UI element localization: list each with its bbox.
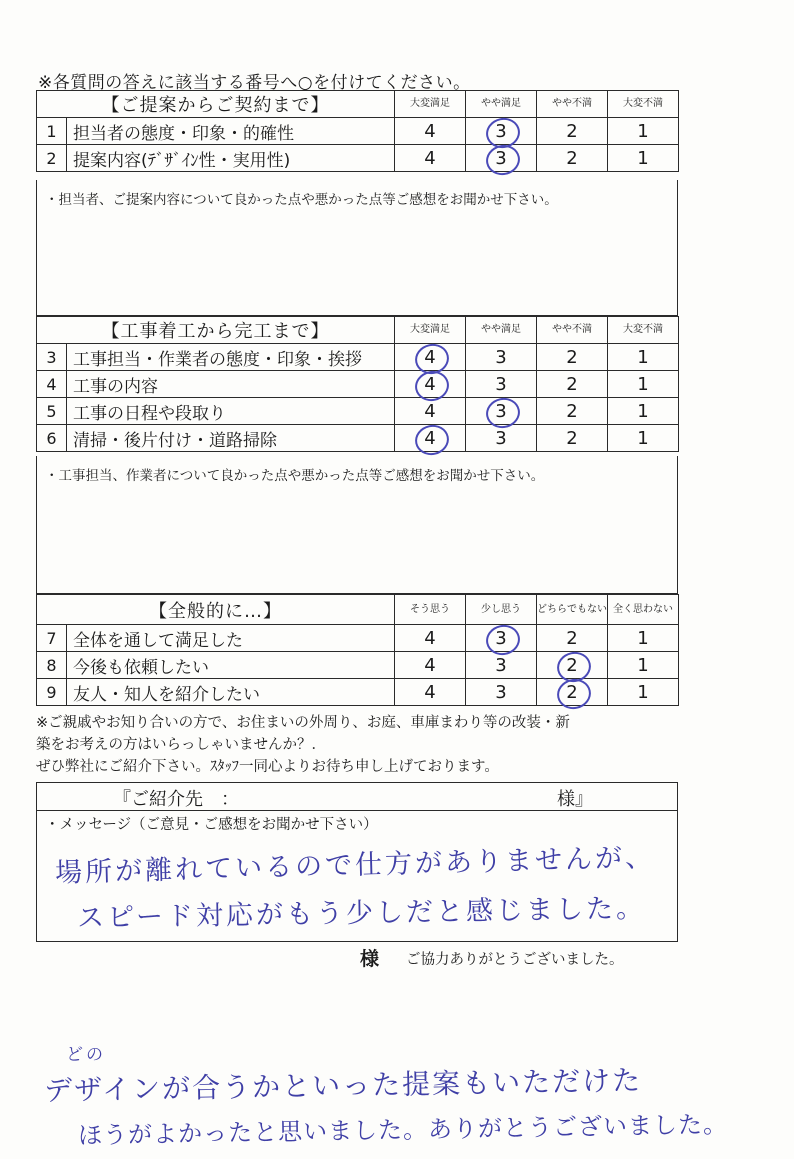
score-option[interactable]: 1 [608, 398, 679, 425]
question-label: 担当者の態度・印象・的確性 [67, 118, 395, 145]
introduction-suffix: 様』 [557, 789, 593, 810]
score-option[interactable]: 3 [466, 652, 537, 679]
question-number: 7 [37, 625, 67, 652]
comment-box-construction[interactable] [36, 456, 678, 594]
score-option[interactable]: 2 [537, 118, 608, 145]
question-row [37, 425, 679, 452]
question-row [37, 145, 679, 172]
instruction-text: ※各質問の答えに該当する番号へ○を付けてください。 [38, 73, 471, 93]
score-option[interactable]: 4 [395, 118, 466, 145]
question-row [37, 652, 679, 679]
score-option-selected[interactable]: 4 [395, 371, 466, 398]
referral-line: 築をお考えの方はいらっしゃいませんか？． [36, 737, 326, 753]
question-label: 提案内容(ﾃﾞｻﾞｲﾝ性・実用性) [67, 145, 395, 172]
column-header: 少し思う [466, 595, 537, 625]
score-option[interactable]: 2 [537, 425, 608, 452]
score-option[interactable]: 4 [395, 652, 466, 679]
score-option-selected[interactable]: 4 [395, 344, 466, 371]
section-title: 【全般的に…】 [37, 595, 395, 625]
question-label: 全体を通して満足した [67, 625, 395, 652]
handwritten-message-line: 場所が離れているので仕方がありませんが、 [54, 842, 656, 889]
question-label: 友人・知人を紹介したい [67, 679, 395, 706]
column-header: やや満足 [466, 317, 537, 344]
score-option[interactable]: 1 [608, 652, 679, 679]
score-option[interactable]: 1 [608, 679, 679, 706]
score-option-selected[interactable]: 4 [395, 425, 466, 452]
section-overall-table [36, 594, 679, 706]
score-option[interactable]: 3 [466, 425, 537, 452]
question-number: 8 [37, 652, 67, 679]
score-option[interactable]: 1 [608, 118, 679, 145]
score-option[interactable]: 1 [608, 371, 679, 398]
comment-prompt: ・工事担当、作業者について良かった点や悪かった点等ご感想をお聞かせ下さい。 [45, 468, 545, 484]
question-row [37, 371, 679, 398]
question-number: 3 [37, 344, 67, 371]
question-number: 1 [37, 118, 67, 145]
score-option[interactable]: 1 [608, 425, 679, 452]
column-header: やや満足 [466, 91, 537, 118]
column-header: 大変満足 [395, 91, 466, 118]
section-title: 【工事着工から完工まで】 [37, 317, 395, 344]
question-label: 工事の日程や段取り [67, 398, 395, 425]
section-proposal-table [36, 90, 679, 172]
question-label: 今後も依頼したい [67, 652, 395, 679]
score-option[interactable]: 1 [608, 625, 679, 652]
column-header: やや不満 [537, 91, 608, 118]
score-option[interactable]: 4 [395, 679, 466, 706]
message-label: ・メッセージ（ご意見・ご感想をお聞かせ下さい） [45, 817, 378, 833]
column-header: どちらでもない [537, 595, 608, 625]
comment-box-proposal[interactable] [36, 180, 678, 316]
score-option[interactable]: 1 [608, 344, 679, 371]
question-label: 工事担当・作業者の態度・印象・挨拶 [67, 344, 395, 371]
handwritten-note-line: デザインが合うかといった提案もいただけた [43, 1063, 643, 1108]
question-number: 9 [37, 679, 67, 706]
score-option[interactable]: 4 [395, 398, 466, 425]
message-box[interactable] [36, 782, 678, 942]
referral-line: ぜひ弊社にご紹介下さい。ｽﾀｯﾌ一同心よりお待ち申し上げております。 [36, 759, 499, 775]
score-option-selected[interactable]: 3 [466, 118, 537, 145]
column-header: そう思う [395, 595, 466, 625]
score-option-selected[interactable]: 2 [537, 679, 608, 706]
introduction-row [37, 783, 677, 811]
sama-label: 様 [360, 948, 380, 970]
column-header: やや不満 [537, 317, 608, 344]
handwritten-note-line: ほうがよかったと思いました。ありがとうございました。 [77, 1110, 729, 1150]
selection-circle [554, 676, 593, 712]
question-row [37, 118, 679, 145]
question-number: 2 [37, 145, 67, 172]
referral-text [36, 712, 678, 778]
score-option[interactable]: 3 [466, 371, 537, 398]
score-option[interactable]: 4 [395, 145, 466, 172]
column-header: 全く思わない [608, 595, 679, 625]
handwritten-message-line: スピード対応がもう少しだと感じました。 [76, 893, 647, 934]
introduction-label: 『ご紹介先 ： [113, 789, 239, 810]
question-number: 4 [37, 371, 67, 398]
section-construction-table [36, 316, 679, 452]
score-option[interactable]: 2 [537, 344, 608, 371]
score-option[interactable]: 2 [537, 145, 608, 172]
score-option-selected[interactable]: 3 [466, 145, 537, 172]
score-option-selected[interactable]: 3 [466, 398, 537, 425]
column-header: 大変不満 [608, 91, 679, 118]
question-row [37, 679, 679, 706]
score-option[interactable]: 3 [466, 344, 537, 371]
handwritten-annotation: どの [66, 1045, 106, 1065]
referral-line: ※ご親戚やお知り合いの方で、お住まいの外周り、お庭、車庫まわり等の改装・新 [36, 715, 570, 731]
comment-prompt: ・担当者、ご提案内容について良かった点や悪かった点等ご感想をお聞かせ下さい。 [45, 192, 558, 208]
column-header: 大変不満 [608, 317, 679, 344]
score-option-selected[interactable]: 3 [466, 625, 537, 652]
question-row [37, 344, 679, 371]
score-option-selected[interactable]: 2 [537, 652, 608, 679]
section-title: 【ご提案からご契約まで】 [37, 91, 395, 118]
score-option[interactable]: 1 [608, 145, 679, 172]
score-option[interactable]: 4 [395, 625, 466, 652]
selection-circle [483, 142, 522, 178]
score-option[interactable]: 2 [537, 398, 608, 425]
question-label: 工事の内容 [67, 371, 395, 398]
question-number: 6 [37, 425, 67, 452]
selection-circle [412, 422, 451, 458]
question-number: 5 [37, 398, 67, 425]
question-row [37, 398, 679, 425]
score-option[interactable]: 3 [466, 679, 537, 706]
thanks-text: ご協力ありがとうございました。 [406, 952, 624, 968]
question-row [37, 625, 679, 652]
column-header: 大変満足 [395, 317, 466, 344]
score-option[interactable]: 2 [537, 625, 608, 652]
score-option[interactable]: 2 [537, 371, 608, 398]
question-label: 清掃・後片付け・道路掃除 [67, 425, 395, 452]
